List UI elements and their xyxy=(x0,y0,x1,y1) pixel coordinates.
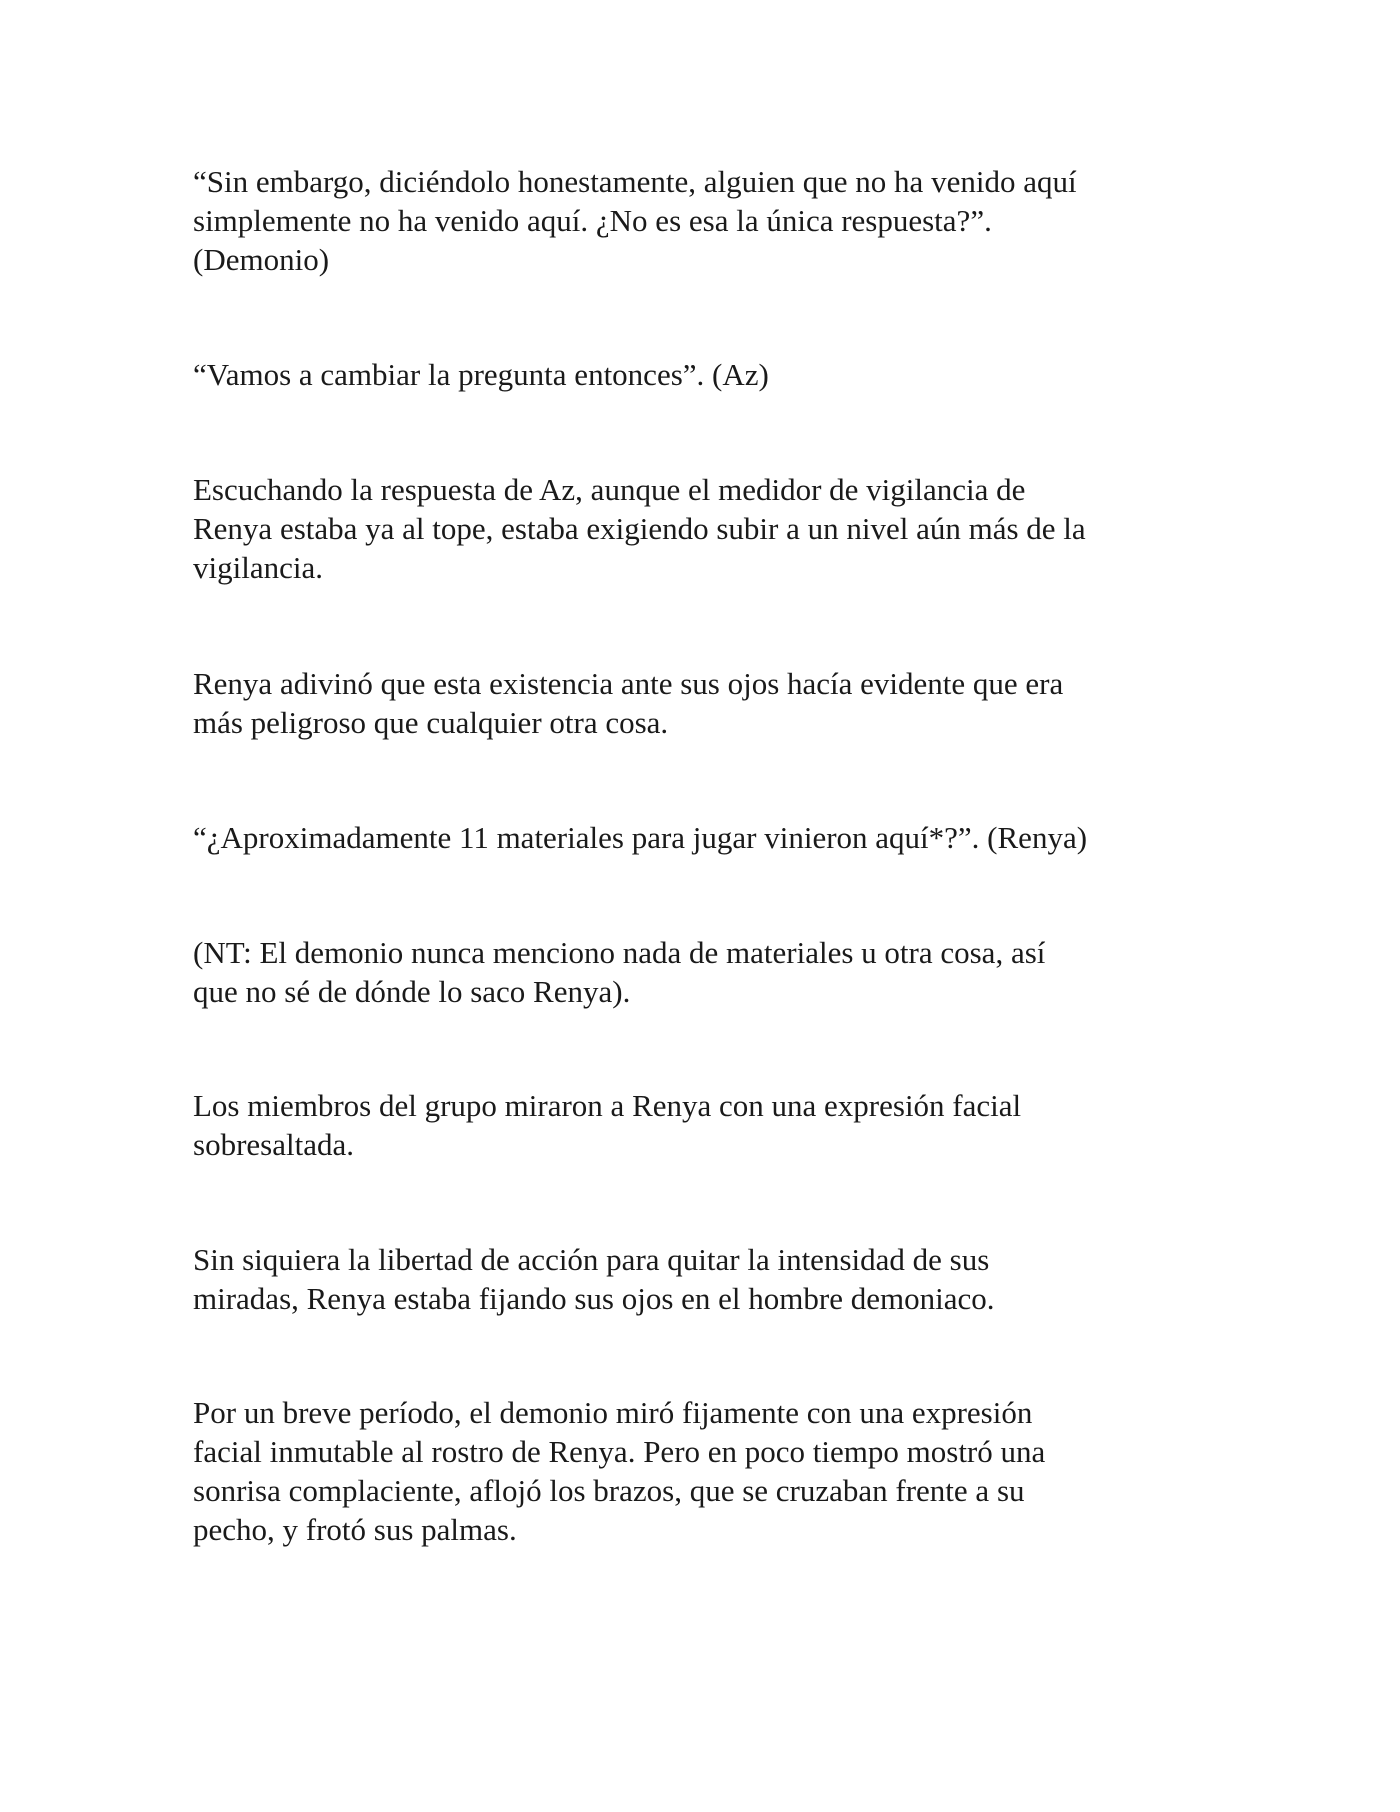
paragraph-line: “Sin embargo, diciéndolo honestamente, alguien que no ha venido aquí xyxy=(193,164,1077,199)
paragraph-line: Por un breve período, el demonio miró fijamente con una expresión xyxy=(193,1395,1033,1430)
paragraph-line: Renya adivinó que esta existencia ante sus ojos hacía evidente que era xyxy=(193,666,1064,701)
paragraph-line: Escuchando la respuesta de Az, aunque el medidor de vigilancia de xyxy=(193,472,1026,507)
paragraph-line: (NT: El demonio nunca menciono nada de materiales u otra cosa, así xyxy=(193,935,1046,970)
paragraph-6 xyxy=(193,933,1223,1011)
paragraph-line: “¿Aproximadamente 11 materiales para jugar vinieron aquí*?”. (Renya) xyxy=(193,820,1088,855)
paragraph-9 xyxy=(193,1393,1223,1549)
paragraph-line: que no sé de dónde lo saco Renya). xyxy=(193,974,631,1009)
paragraph-1 xyxy=(193,162,1223,279)
paragraph-line: más peligroso que cualquier otra cosa. xyxy=(193,705,669,740)
paragraph-line: miradas, Renya estaba fijando sus ojos en el hombre demoniaco. xyxy=(193,1281,995,1316)
paragraph-2 xyxy=(193,355,1223,394)
paragraph-line: pecho, y frotó sus palmas. xyxy=(193,1512,517,1547)
paragraph-7 xyxy=(193,1086,1223,1164)
paragraph-3 xyxy=(193,470,1223,587)
paragraph-line: “Vamos a cambiar la pregunta entonces”. (Az) xyxy=(193,357,769,392)
paragraph-line: facial inmutable al rostro de Renya. Pero en poco tiempo mostró una xyxy=(193,1434,1046,1469)
paragraph-line: vigilancia. xyxy=(193,550,323,585)
paragraph-line: Sin siquiera la libertad de acción para quitar la intensidad de sus xyxy=(193,1242,990,1277)
paragraph-line: sonrisa complaciente, aflojó los brazos, que se cruzaban frente a su xyxy=(193,1473,1025,1508)
paragraph-line: Renya estaba ya al tope, estaba exigiendo subir a un nivel aún más de la xyxy=(193,511,1086,546)
paragraph-line: sobresaltada. xyxy=(193,1127,354,1162)
paragraph-line: (Demonio) xyxy=(193,242,330,277)
paragraph-line: simplemente no ha venido aquí. ¿No es esa la única respuesta?”. xyxy=(193,203,992,238)
paragraph-5 xyxy=(193,818,1223,857)
paragraph-4 xyxy=(193,664,1223,742)
paragraph-line: Los miembros del grupo miraron a Renya con una expresión facial xyxy=(193,1088,1022,1123)
paragraph-8 xyxy=(193,1240,1223,1318)
